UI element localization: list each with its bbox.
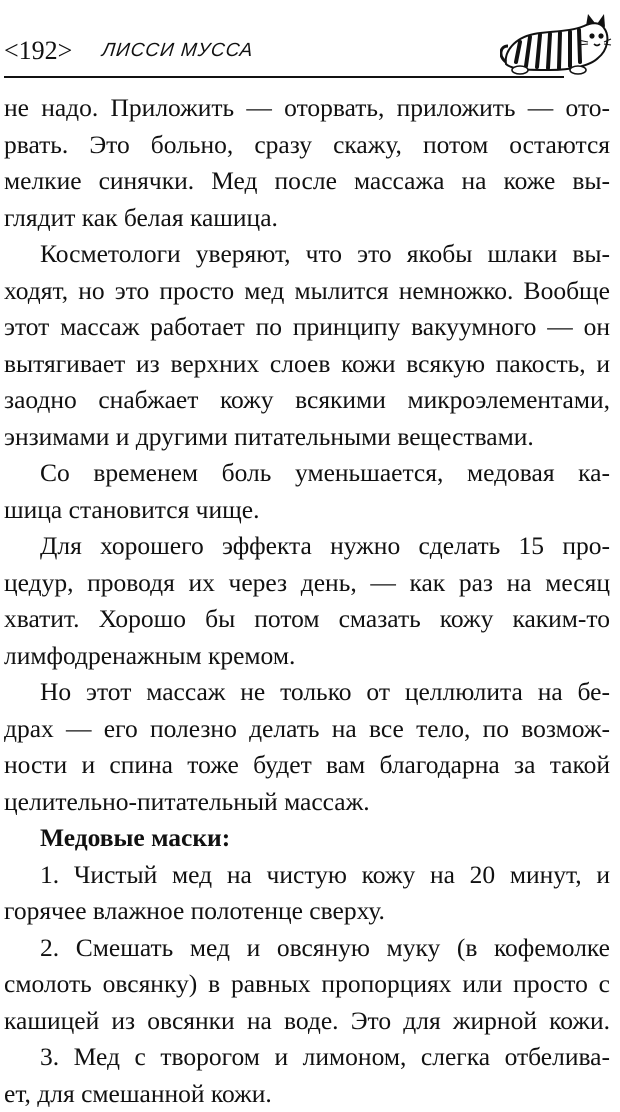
text-line: 1. Чистый мед на чистую кожу на 20 минут, и: [4, 857, 610, 894]
text-line: вытягивает из верхних слоев кожи всякую пакость, и: [4, 346, 610, 383]
text-line: 2. Смешать мед и овсяную муку (в кофемолке: [4, 930, 610, 967]
text-line: кашицей из овсянки на воде. Это для жирной кожи.: [4, 1003, 610, 1040]
header-rule: [4, 76, 564, 78]
running-title: ЛИССИ МУССА: [101, 40, 255, 62]
text-line: Но этот массаж не только от целлюлита на бе-: [4, 674, 610, 711]
text-line: Для хорошего эффекта нужно сделать 15 про-: [4, 528, 610, 565]
page-number: <192>: [4, 36, 72, 66]
text-line: энзимами и другими питательными веществами.: [4, 419, 610, 456]
text-line: ет, для смешанной кожи.: [4, 1076, 610, 1112]
text-line: драх — его полезно делать на все тело, по возмож-: [4, 711, 610, 748]
text-line: шица становится чище.: [4, 492, 610, 529]
text-line: смолоть овсянку) в равных пропорциях или просто с: [4, 966, 610, 1003]
text-line: заодно снабжает кожу всякими микроэлементами,: [4, 382, 610, 419]
text-line: 3. Мед с творогом и лимоном, слегка отбелива-: [4, 1039, 610, 1076]
text-line: рвать. Это больно, сразу скажу, потом остаются: [4, 127, 610, 164]
text-line: ности и спина тоже будет вам благодарна за такой: [4, 747, 610, 784]
section-heading: Медовые маски:: [4, 820, 610, 857]
text-line: Косметологи уверяют, что это якобы шлаки вы-: [4, 236, 610, 273]
cat-logo-icon: [500, 12, 612, 78]
text-line: лимфодренажным кремом.: [4, 638, 610, 675]
text-line: целительно-питательный массаж.: [4, 784, 610, 821]
text-line: этот массаж работает по принципу вакуумного — он: [4, 309, 610, 346]
text-line: Со временем боль уменьшается, медовая ка-: [4, 455, 610, 492]
body-text: [4, 90, 610, 1112]
text-line: глядит как белая кашица.: [4, 200, 610, 237]
text-line: горячее влажное полотенце сверху.: [4, 893, 610, 930]
text-line: цедур, проводя их через день, — как раз на месяц: [4, 565, 610, 602]
text-line: хватит. Хорошо бы потом смазать кожу каким-то: [4, 601, 610, 638]
text-line: не надо. Приложить — оторвать, приложить — ото-: [4, 90, 610, 127]
text-line: ходят, но это просто мед мылится немножко. Вообще: [4, 273, 610, 310]
text-line: мелкие синячки. Мед после массажа на коже вы-: [4, 163, 610, 200]
page-header: [4, 28, 614, 84]
